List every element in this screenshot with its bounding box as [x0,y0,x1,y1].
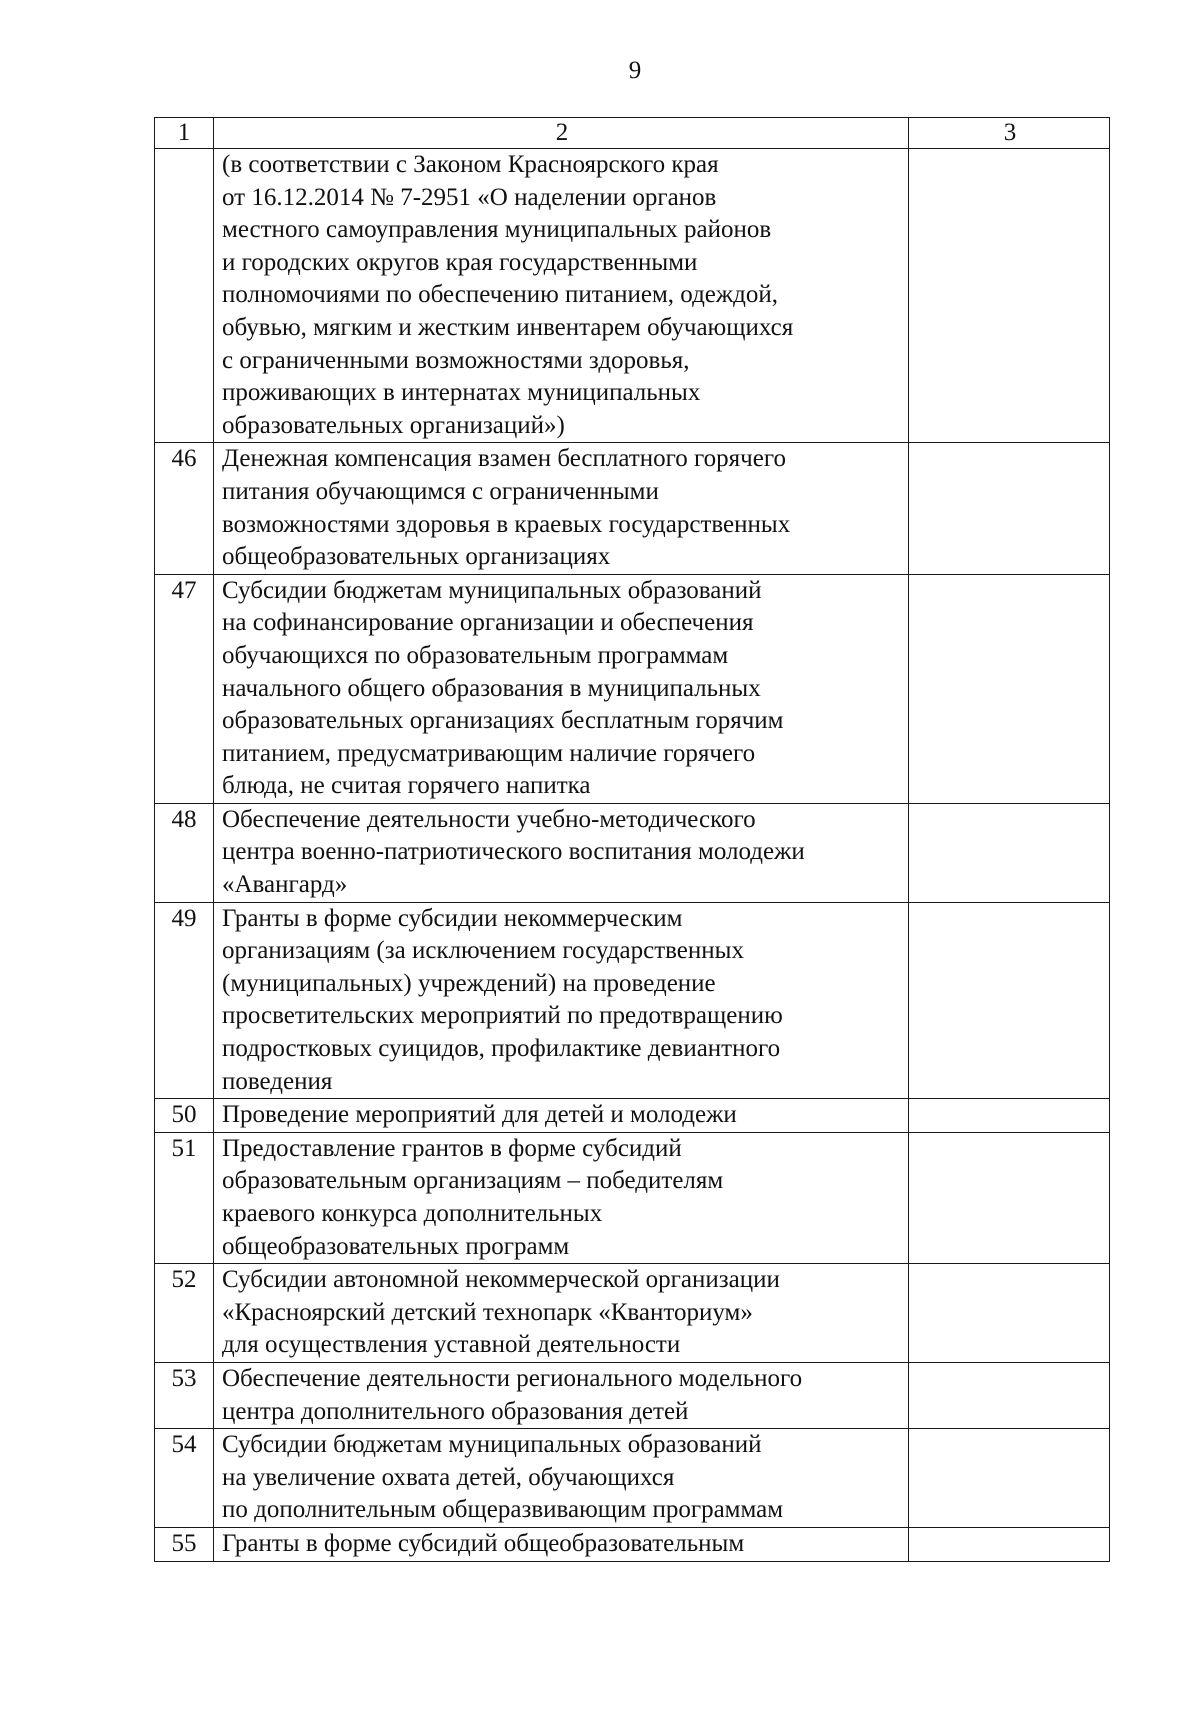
row-col-3 [909,1099,1110,1133]
row-description [214,443,909,574]
table-row [155,574,1110,803]
budget-items-table [154,117,1110,1562]
table-row [155,1362,1110,1428]
row-col-3 [909,443,1110,574]
table-row [155,443,1110,574]
row-col-3 [909,1132,1110,1263]
row-description-text: Проведение мероприятий для детей и молодежи [222,1101,737,1129]
table-row [155,1132,1110,1263]
row-col-3 [909,1429,1110,1528]
row-number [155,149,214,443]
table-row [155,1429,1110,1528]
page-number: 9 [628,57,642,84]
row-description-text: Субсидии бюджетам муниципальных образований на софинансирование организации и обеспечения обучающихся по образовательным программам начального общего образования в муниципальных образовательных организациях бесплатным горячим питанием, предусматривающим наличие горячего блюда, не считая горячего напитка [222,576,784,800]
row-description-text: Предоставление грантов в форме субсидий образовательным организациям – победителям краевого конкурса дополнительных общеобразовательных программ [222,1134,724,1260]
row-description [214,1099,909,1133]
row-description-text: Субсидии автономной некоммерческой организации «Красноярский детский технопарк «Кванториум» для осуществления уставной деятельности [222,1266,780,1359]
table-row [155,1099,1110,1133]
row-description-text: (в соответствии с Законом Красноярского края от 16.12.2014 № 7-2951 «О наделении органов местного самоуправления муниципальных районов и городских округов края государственными полномочиями по обеспечению питанием, одеждой, обувью, мягким и жестким инвентарем обучающихся с ограниченными возможностями здоровья, проживающих в интернатах муниципальных образовательных организаций») [222,151,794,439]
row-description [214,1429,909,1528]
row-description-text: Денежная компенсация взамен бесплатного горячего питания обучающимся с ограниченными возможностями здоровья в краевых государственных общеобразовательных организациях [222,445,791,571]
row-col-3 [909,902,1110,1099]
row-number: 50 [155,1099,214,1133]
header-col-1: 1 [155,118,214,149]
table-header-row [155,118,1110,149]
row-number: 51 [155,1132,214,1263]
row-number: 52 [155,1264,214,1363]
row-number: 53 [155,1362,214,1428]
row-description-text: Гранты в форме субсидии некоммерческим организациям (за исключением государственных (муниципальных) учреждений) на проведение просветительских мероприятий по предотвращению подростковых суицидов, профилактике девиантного поведения [222,904,783,1095]
row-description [214,1132,909,1263]
row-description-text: Обеспечение деятельности учебно-методического центра военно-патриотического воспитания молодежи «Авангард» [222,805,805,899]
row-number: 47 [155,574,214,803]
row-description [214,1264,909,1363]
table-row [155,803,1110,902]
row-col-3 [909,1527,1110,1561]
row-description [214,803,909,902]
row-description [214,149,909,443]
row-number: 49 [155,902,214,1099]
row-col-3 [909,1362,1110,1428]
row-col-3 [909,574,1110,803]
table-row [155,1527,1110,1561]
table-row [155,902,1110,1099]
row-description [214,902,909,1099]
row-number: 55 [155,1527,214,1561]
row-col-3 [909,803,1110,902]
header-col-2: 2 [214,118,909,149]
table-row [155,149,1110,443]
row-description [214,1362,909,1428]
row-description [214,1527,909,1561]
row-description [214,574,909,803]
row-col-3 [909,1264,1110,1363]
row-description-text: Обеспечение деятельности регионального модельного центра дополнительного образования детей [222,1364,803,1425]
row-number: 48 [155,803,214,902]
row-description-text: Субсидии бюджетам муниципальных образований на увеличение охвата детей, обучающихся по дополнительным общеразвивающим программам [222,1431,784,1524]
row-col-3 [909,149,1110,443]
row-number: 46 [155,443,214,574]
row-number: 54 [155,1429,214,1528]
row-description-text: Гранты в форме субсидий общеобразовательным [222,1529,745,1557]
header-col-3: 3 [909,118,1110,149]
table-row [155,1264,1110,1363]
